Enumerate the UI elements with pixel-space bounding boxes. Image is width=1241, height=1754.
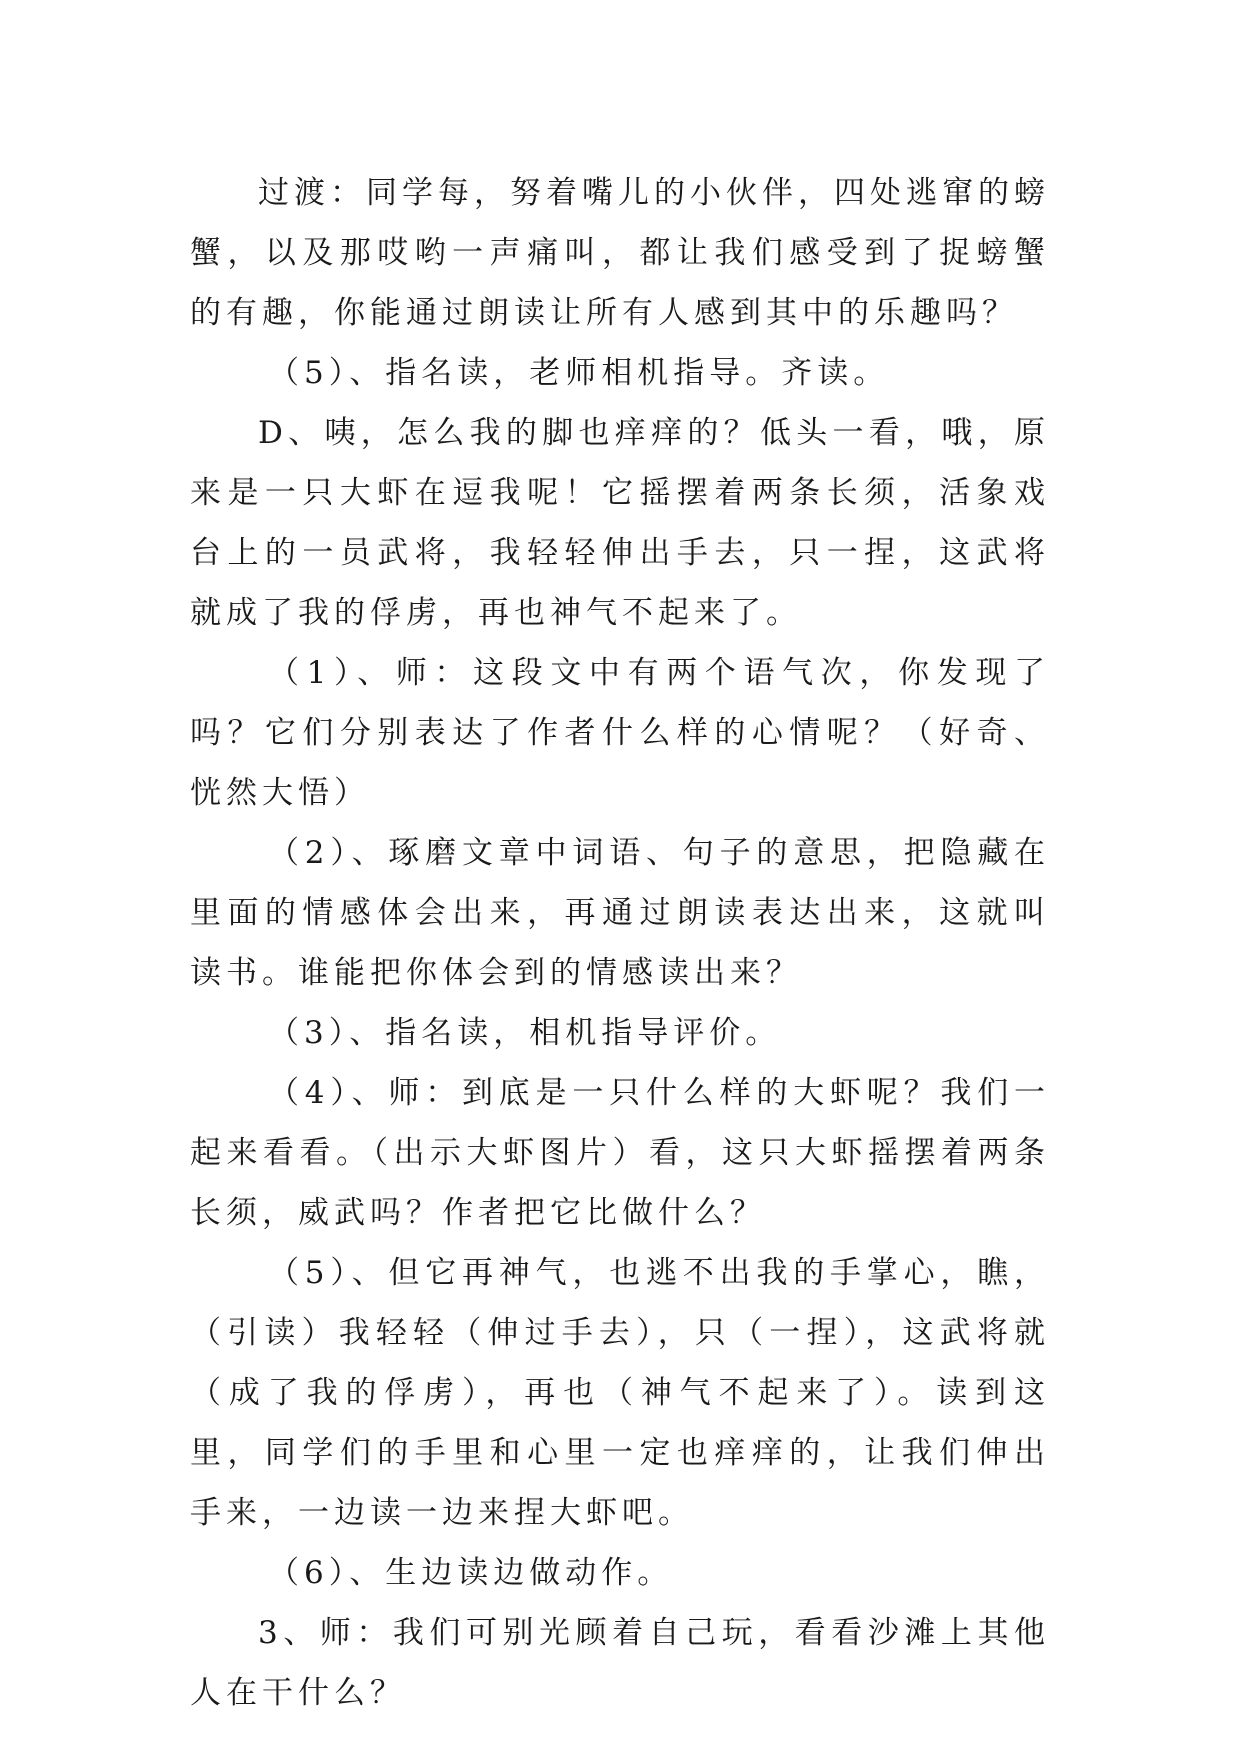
paragraph-section-d: D、咦，怎么我的脚也痒痒的？低头一看，哦，原来是一只大虾在逗我呢！它摇摆着两条长须，活象戏台上的一员武将，我轻轻伸出手去，只一捏，这武将就成了我的俘虏，再也神气不起来了。: [190, 415, 1050, 631]
paragraph-step-2: （2）、琢磨文章中词语、句子的意思，把隐藏在里面的情感体会出来，再通过朗读表达出来，这就叫读书。谁能把你体会到的情感读出来？: [190, 835, 1050, 991]
paragraph-step-5a: （5）、指名读，老师相机指导。齐读。: [268, 355, 890, 391]
paragraph-step-1: （1）、师：这段文中有两个语气次，你发现了吗？它们分别表达了作者什么样的心情呢？（好奇、恍然大悟）: [190, 655, 1050, 811]
document-body: [190, 163, 1050, 1723]
paragraph-step-4: （4）、师：到底是一只什么样的大虾呢？我们一起来看看。（出示大虾图片）看，这只大虾摇摆着两条长须，威武吗？作者把它比做什么？: [190, 1075, 1050, 1231]
paragraph-transition: 过渡：同学每，努着嘴儿的小伙伴，四处逃窜的螃蟹，以及那哎哟一声痛叫，都让我们感受到了捉螃蟹的有趣，你能通过朗读让所有人感到其中的乐趣吗？: [190, 175, 1050, 331]
paragraph-step-6: （6）、生边读边做动作。: [268, 1555, 674, 1591]
paragraph-item-3: 3、师：我们可别光顾着自己玩，看看沙滩上其他人在干什么？: [190, 1615, 1050, 1711]
paragraph-step-3: （3）、指名读，相机指导评价。: [268, 1015, 782, 1051]
paragraph-step-5b: （5）、但它再神气，也逃不出我的手掌心，瞧，（引读）我轻轻（伸过手去），只（一捏），这武将就（成了我的俘虏），再也（神气不起来了）。读到这里，同学们的手里和心里一定也痒痒的，让我们伸出手来，一边读一边来捏大虾吧。: [190, 1255, 1050, 1531]
